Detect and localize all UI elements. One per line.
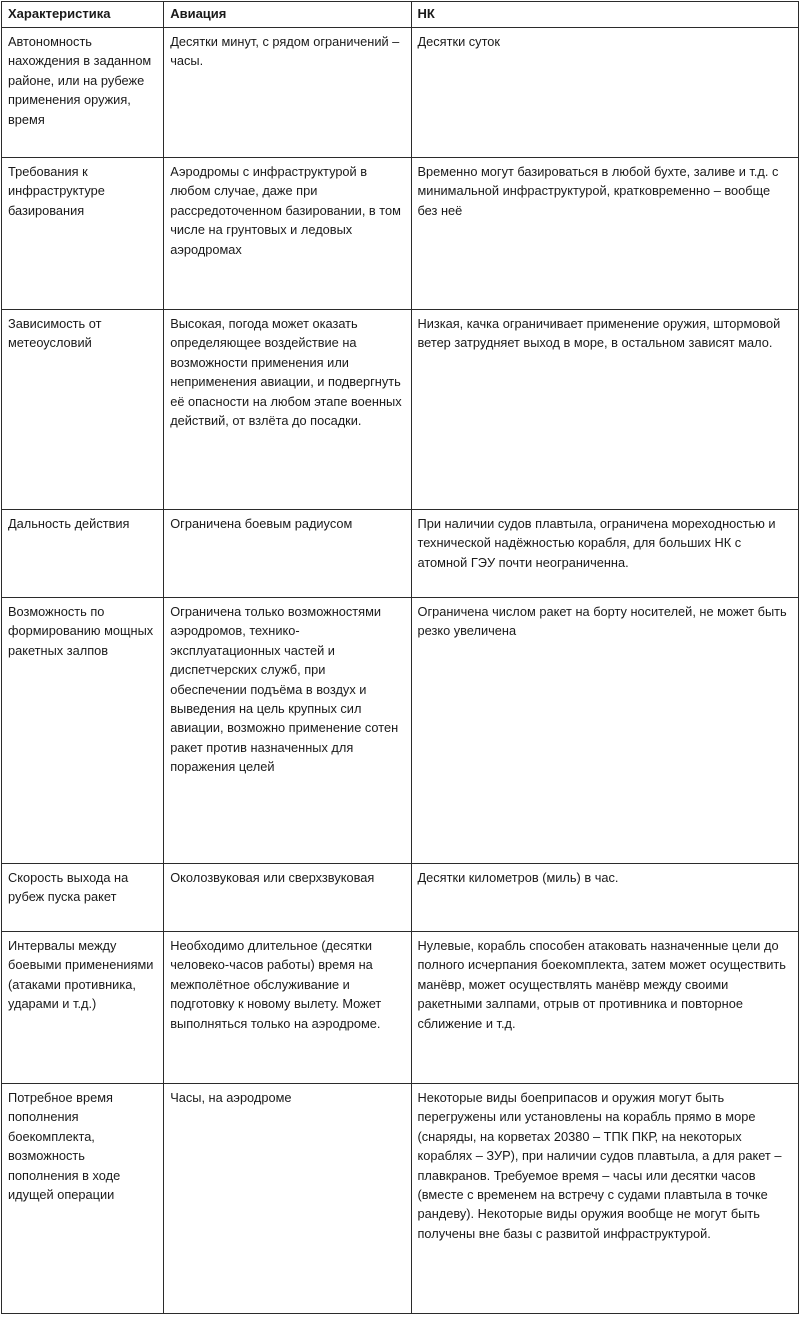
cell-aviation: Необходимо длительное (десятки человеко-часов работы) время на межполётное обслуживание и подготовку к новому вылету. Может выполняться только на аэродроме. (164, 931, 411, 1083)
table-row (2, 309, 799, 509)
cell-aviation: Десятки минут, с рядом ограничений – часы. (164, 27, 411, 157)
cell-feature: Скорость выхода на рубеж пуска ракет (2, 863, 164, 931)
cell-ship: Некоторые виды боеприпасов и оружия могут быть перегружены или установлены на корабль прямо в море (снаряды, на корветах 20380 – ТПК ПКР, на некоторых кораблях – ЗУР), при наличии судов плавтыла, а для ракет – плавкранов. Требуемое время – часы или десятки часов (вместе с временем на встречу с судами плавтыла в точке рандеву). Некоторые виды оружия вообще не могут быть получены вне базы с развитой инфраструктурой. (411, 1083, 799, 1313)
comparison-table (1, 1, 799, 1314)
table-header (2, 2, 799, 28)
column-header-aviation: Авиация (164, 2, 411, 28)
cell-aviation: Высокая, погода может оказать определяющее воздействие на возможности применения или неприменения авиации, и подвергнуть её опасности на любом этапе военных действий, от взлёта до посадки. (164, 309, 411, 509)
cell-feature: Возможность по формированию мощных ракетных залпов (2, 597, 164, 863)
column-header-ship: НК (411, 2, 799, 28)
cell-aviation: Аэродромы с инфраструктурой в любом случае, даже при рассредоточенном базировании, в том числе на грунтовых и ледовых аэродромах (164, 157, 411, 309)
cell-ship: При наличии судов плавтыла, ограничена мореходностью и технической надёжностью корабля, для больших НК с атомной ГЭУ почти неограниченна. (411, 509, 799, 597)
table-row (2, 509, 799, 597)
table-row (2, 597, 799, 863)
cell-feature: Потребное время пополнения боекомплекта, возможность пополнения в ходе идущей операции (2, 1083, 164, 1313)
cell-ship: Ограничена числом ракет на борту носителей, не может быть резко увеличена (411, 597, 799, 863)
cell-feature: Интервалы между боевыми применениями (атаками противника, ударами и т.д.) (2, 931, 164, 1083)
cell-feature: Дальность действия (2, 509, 164, 597)
table-row (2, 27, 799, 157)
cell-feature: Требования к инфраструктуре базирования (2, 157, 164, 309)
table-row (2, 157, 799, 309)
cell-aviation: Часы, на аэродроме (164, 1083, 411, 1313)
cell-feature: Автономность нахождения в заданном районе, или на рубеже применения оружия, время (2, 27, 164, 157)
table-body (2, 27, 799, 1313)
column-header-feature: Характеристика (2, 2, 164, 28)
table-row (2, 931, 799, 1083)
cell-ship: Низкая, качка ограничивает применение оружия, штормовой ветер затрудняет выход в море, в остальном зависят мало. (411, 309, 799, 509)
cell-feature: Зависимость от метеоусловий (2, 309, 164, 509)
table-row (2, 1083, 799, 1313)
cell-ship: Десятки суток (411, 27, 799, 157)
table-header-row (2, 2, 799, 28)
cell-aviation: Ограничена боевым радиусом (164, 509, 411, 597)
table-row (2, 863, 799, 931)
cell-ship: Нулевые, корабль способен атаковать назначенные цели до полного исчерпания боекомплекта, затем может осуществить манёвр, может осуществлять манёвр между своими ракетными залпами, отрыв от противника и повторное сближение и т.д. (411, 931, 799, 1083)
cell-aviation: Околозвуковая или сверхзвуковая (164, 863, 411, 931)
cell-aviation: Ограничена только возможностями аэродромов, технико-эксплуатационных частей и диспетчерских служб, при обеспечении подъёма в воздух и выведения на цель крупных сил авиации, возможно применение сотен ракет против назначенных для поражения целей (164, 597, 411, 863)
cell-ship: Десятки километров (миль) в час. (411, 863, 799, 931)
cell-ship: Временно могут базироваться в любой бухте, заливе и т.д. с минимальной инфраструктурой, кратковременно – вообще без неё (411, 157, 799, 309)
